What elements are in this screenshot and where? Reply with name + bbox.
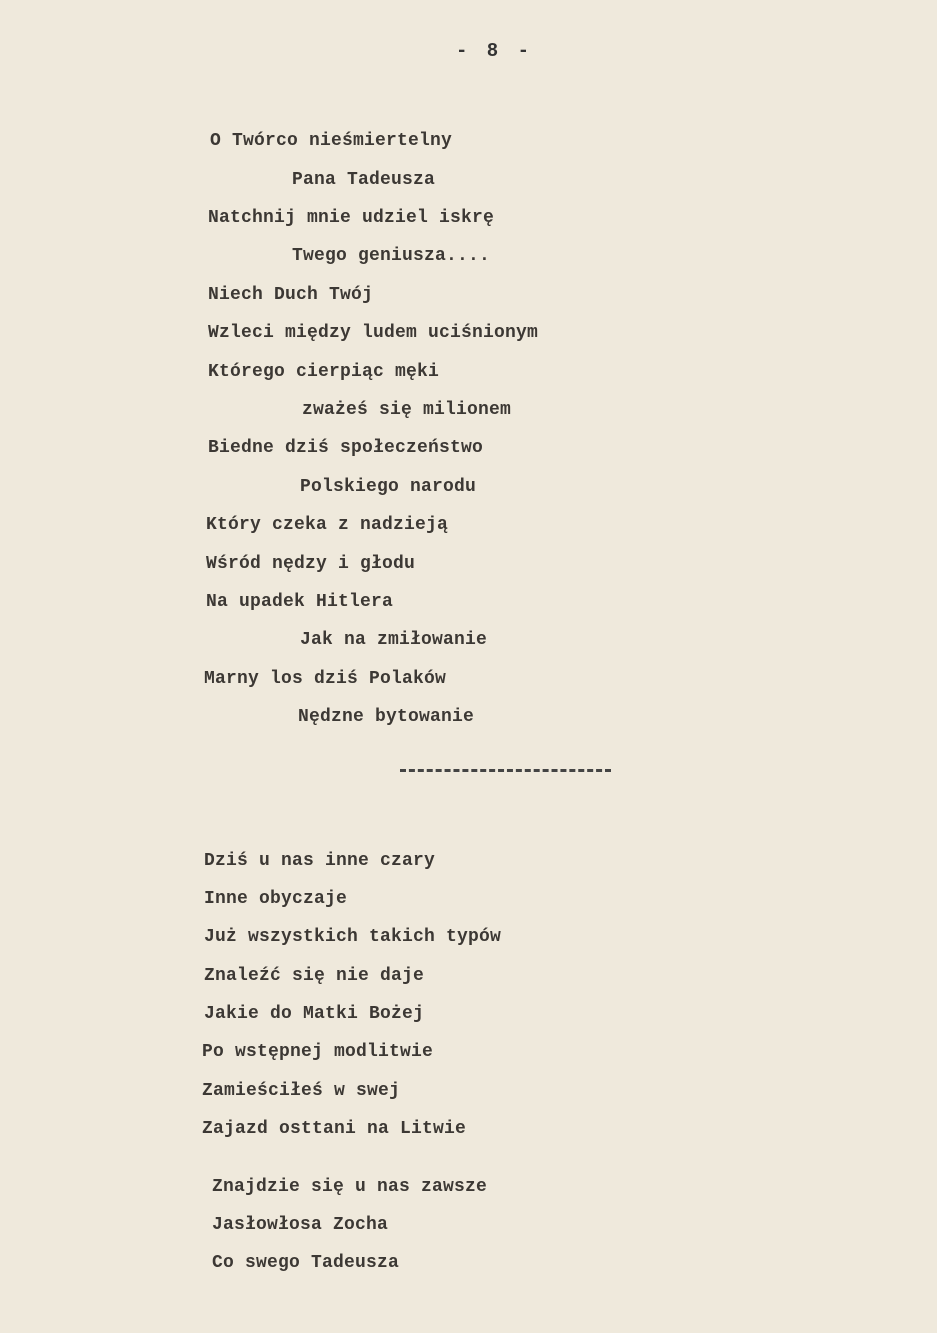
poem-line: Dziś u nas inne czary	[204, 851, 436, 871]
page-number: - 8 -	[456, 40, 534, 62]
poem-line: Jakie do Matki Bożej	[204, 1004, 425, 1024]
poem-line: Już wszystkich takich typów	[204, 927, 502, 947]
poem-line: Pana Tadeusza	[292, 170, 436, 190]
poem-line: Jasłowłosa Zocha	[212, 1215, 389, 1235]
poem-line: Marny los dziś Polaków	[204, 669, 447, 689]
poem-line: Znaleźć się nie daje	[204, 966, 425, 986]
poem-line: Polskiego narodu	[300, 477, 477, 497]
poem-line: Jak na zmiłowanie	[300, 630, 488, 650]
poem-line: Zamieściłeś w swej	[202, 1081, 401, 1101]
poem-line: Natchnij mnie udziel iskrę	[208, 208, 495, 228]
poem-line: Nędzne bytowanie	[298, 707, 475, 727]
poem-line: Co swego Tadeusza	[212, 1253, 400, 1273]
poem-line: Twego geniusza....	[292, 246, 491, 266]
poem-line: Na upadek Hitlera	[206, 592, 394, 612]
poem-line: Wśród nędzy i głodu	[206, 554, 416, 574]
poem-line: Biedne dziś społeczeństwo	[208, 438, 484, 458]
poem-line: O Twórco nieśmiertelny	[210, 131, 453, 151]
poem-line: Którego cierpiąc męki	[208, 362, 440, 382]
poem-line: Wzleci między ludem uciśnionym	[208, 323, 539, 343]
poem-line: Zajazd osttani na Litwie	[202, 1119, 467, 1139]
poem-line: zważeś się milionem	[302, 400, 512, 420]
poem-line: Niech Duch Twój	[208, 285, 374, 305]
poem-line: Inne obyczaje	[204, 889, 348, 909]
section-divider	[400, 769, 611, 772]
poem-line: Po wstępnej modlitwie	[202, 1042, 434, 1062]
poem-line: Który czeka z nadzieją	[206, 515, 449, 535]
poem-line: Znajdzie się u nas zawsze	[212, 1177, 488, 1197]
